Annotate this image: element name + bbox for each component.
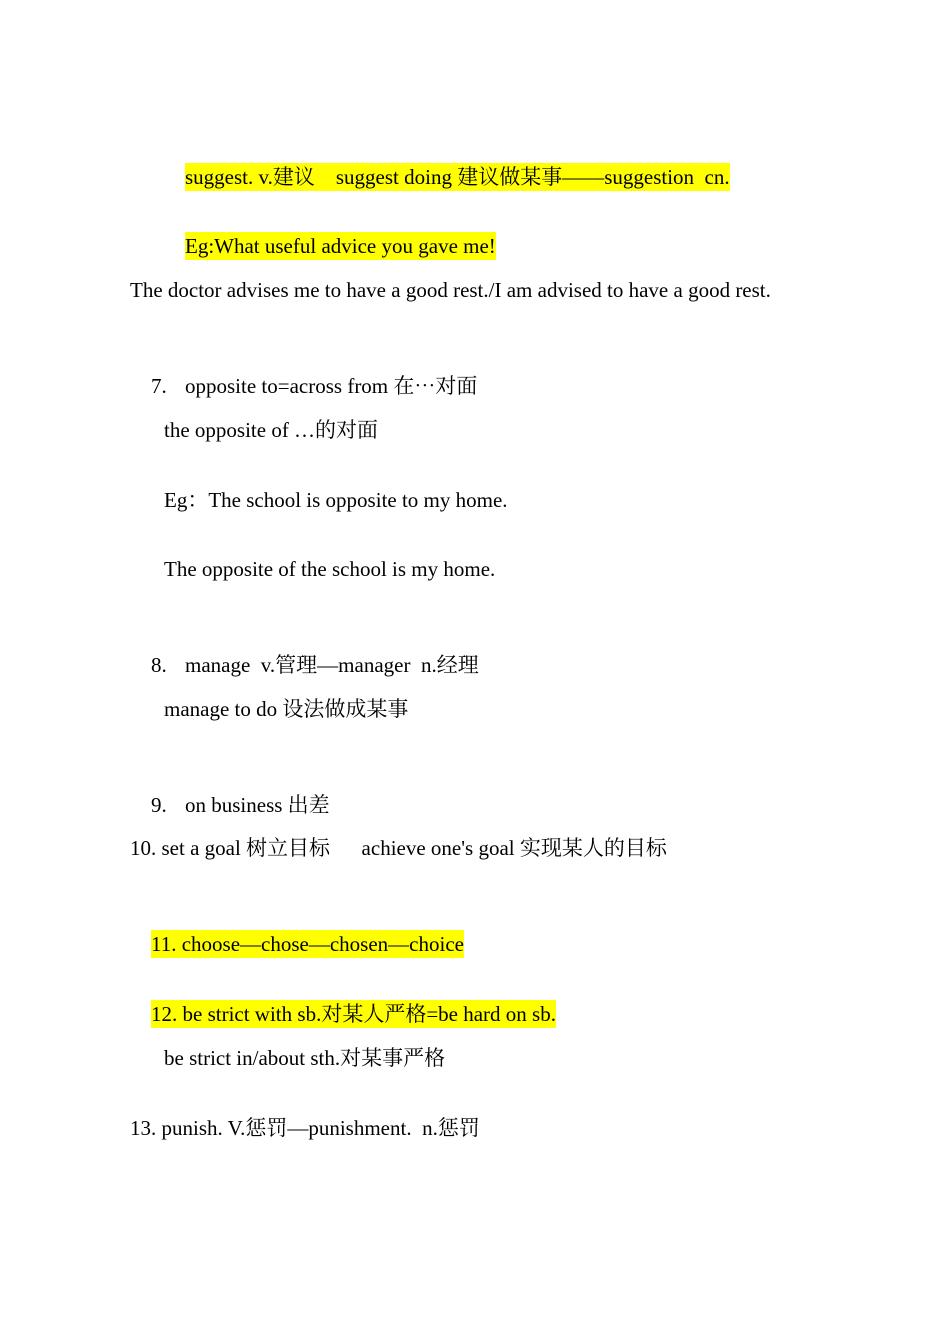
list-item-text: opposite to=across from 在⋯对面 [185, 374, 478, 398]
list-item-8 [130, 626, 479, 704]
list-item-11 [130, 905, 464, 983]
note-example-opposite-of: The opposite of the school is my home. [164, 557, 496, 581]
highlighted-text: Eg:What useful advice you gave me! [185, 234, 496, 258]
note-suggest [164, 138, 730, 216]
list-number: 8. [151, 653, 167, 677]
highlighted-text: 12. be strict with sb.对某人严格=be hard on sb. [151, 1002, 556, 1026]
list-item-10: 10. set a goal 树立目标 achieve one's goal 实现某人的目标 [130, 836, 667, 860]
note-example-opposite-to: Eg：The school is opposite to my home. [164, 488, 508, 512]
list-item-text: manage v.管理—manager n.经理 [185, 653, 479, 677]
note-strict-in-about: be strict in/about sth.对某事严格 [164, 1046, 446, 1070]
list-item-13: 13. punish. V.惩罚—punishment. n.惩罚 [130, 1116, 480, 1140]
list-item-text: on business 出差 [185, 793, 330, 817]
list-item-12 [130, 975, 556, 1053]
note-opposite-of: the opposite of …的对面 [164, 418, 379, 442]
note-example-advice [164, 207, 496, 285]
note-advise-sentence: The doctor advises me to have a good rest./I am advised to have a good rest. [130, 278, 771, 302]
list-item-7 [130, 347, 477, 425]
list-number: 9. [151, 793, 167, 817]
highlighted-text: suggest. v.建议 suggest doing 建议做某事——suggestion cn. [185, 165, 730, 189]
note-manage-to-do: manage to do 设法做成某事 [164, 697, 409, 721]
highlighted-text: 11. choose—chose—chosen—choice [151, 932, 464, 956]
list-item-9 [130, 766, 330, 844]
list-number: 7. [151, 374, 167, 398]
